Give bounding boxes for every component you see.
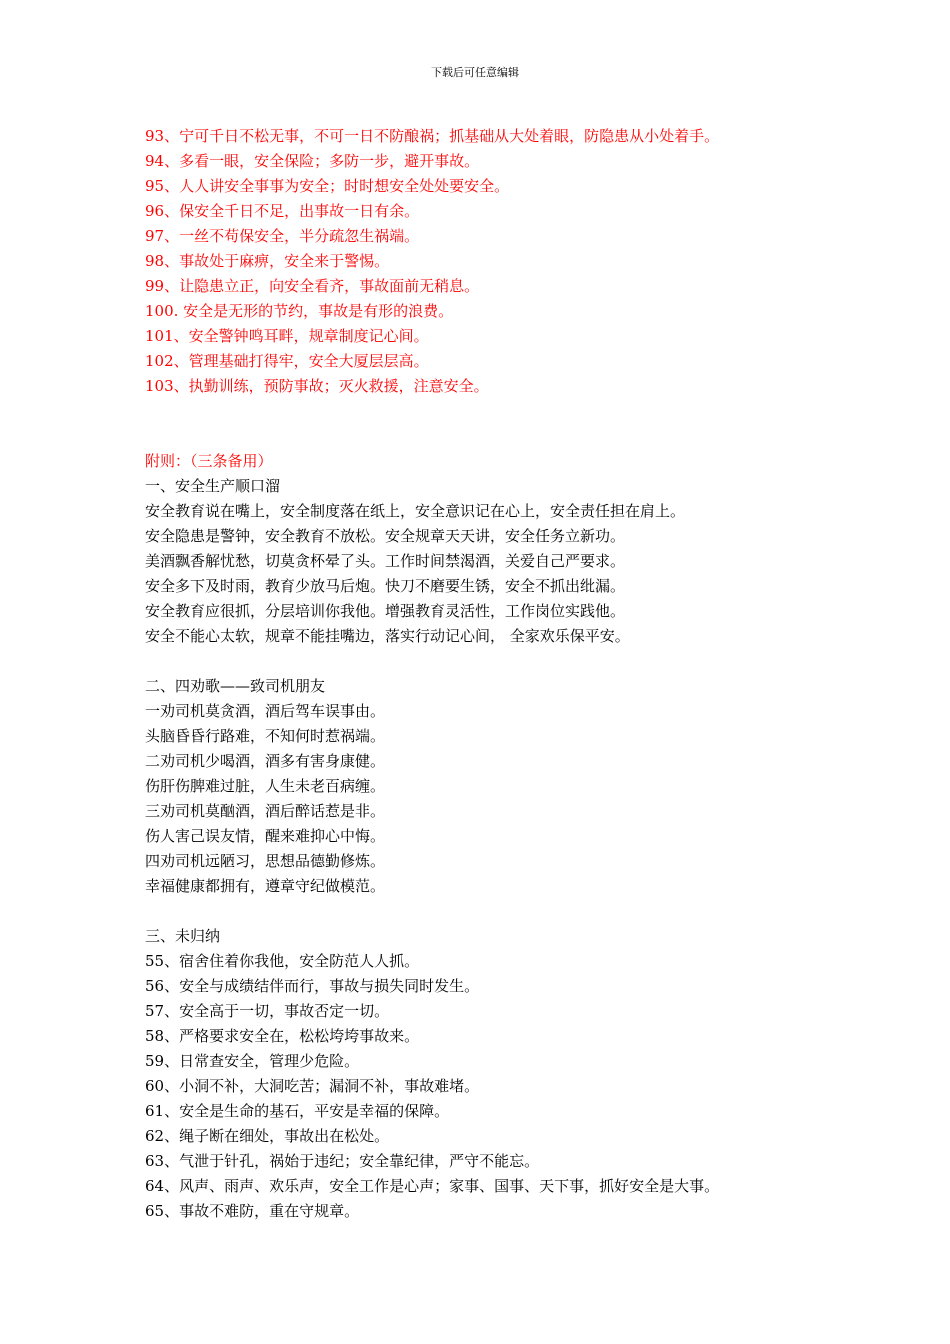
list-item: 头脑昏昏行路难，不知何时惹祸端。 [145, 727, 386, 745]
section-title: 一、安全生产顺口溜 [145, 477, 281, 495]
list-item: 62、绳子断在细处，事故出在松处。 [145, 1127, 390, 1145]
list-item: 56、安全与成绩结伴而行，事故与损失同时发生。 [145, 977, 480, 995]
document-body [145, 124, 825, 1224]
list-item: 安全教育说在嘴上，安全制度落在纸上，安全意识记在心上，安全责任担在肩上。 [145, 502, 686, 520]
section-safety-rhymes [145, 474, 825, 649]
section-uncategorized [145, 924, 825, 1224]
red-slogan-list [145, 124, 825, 399]
section-four-advice-song [145, 674, 825, 899]
page-header: 下载后可任意编辑 [431, 66, 519, 79]
list-item: 三劝司机莫酗酒，酒后醉话惹是非。 [145, 802, 386, 820]
list-item: 65、事故不难防，重在守规章。 [145, 1202, 360, 1220]
list-item: 57、安全高于一切，事故否定一切。 [145, 1002, 390, 1020]
list-item: 二劝司机少喝酒，酒多有害身康健。 [145, 752, 386, 770]
list-item: 安全教育应很抓，分层培训你我他。增强教育灵活性，工作岗位实践他。 [145, 602, 626, 620]
section-title: 三、未归纳 [145, 927, 221, 945]
list-item: 四劝司机远陋习，思想品德勤修炼。 [145, 852, 386, 870]
list-item: 102、管理基础打得牢，安全大厦层层高。 [145, 352, 429, 370]
spacer [145, 649, 825, 674]
list-item: 103、执勤训练，预防事故；灭火救援，注意安全。 [145, 377, 489, 395]
list-item: 101、安全警钟鸣耳畔，规章制度记心间。 [145, 327, 429, 345]
spacer [145, 899, 825, 924]
list-item: 100. 安全是无形的节约，事故是有形的浪费。 [145, 302, 454, 320]
list-item: 59、日常查安全，管理少危险。 [145, 1052, 360, 1070]
list-item: 93、宁可千日不松无事，不可一日不防酿祸；抓基础从大处着眼，防隐患从小处着手。 [145, 127, 720, 145]
list-item: 60、小洞不补，大洞吃苦；漏洞不补，事故难堵。 [145, 1077, 480, 1095]
list-item: 一劝司机莫贪酒，酒后驾车误事由。 [145, 702, 386, 720]
list-item: 99、让隐患立正，向安全看齐，事故面前无稍息。 [145, 277, 480, 295]
list-item: 95、人人讲安全事事为安全；时时想安全处处要安全。 [145, 177, 510, 195]
spacer [145, 399, 825, 449]
list-item: 97、一丝不苟保安全，半分疏忽生祸端。 [145, 227, 420, 245]
list-item: 伤肝伤脾难过脏，人生未老百病缠。 [145, 777, 386, 795]
list-item: 55、宿舍住着你我他，安全防范人人抓。 [145, 952, 420, 970]
section-title: 二、四劝歌——致司机朋友 [145, 677, 326, 695]
list-item: 伤人害己误友情，醒来难抑心中悔。 [145, 827, 386, 845]
list-item: 94、多看一眼，安全保险；多防一步，避开事故。 [145, 152, 480, 170]
list-item: 63、气泄于针孔，祸始于违纪；安全靠纪律，严守不能忘。 [145, 1152, 540, 1170]
list-item: 98、事故处于麻痹，安全来于警惕。 [145, 252, 390, 270]
list-item: 61、安全是生命的基石，平安是幸福的保障。 [145, 1102, 450, 1120]
list-item: 96、保安全千日不足，出事故一日有余。 [145, 202, 420, 220]
list-item: 安全隐患是警钟，安全教育不放松。安全规章天天讲，安全任务立新功。 [145, 527, 626, 545]
appendix-title: 附则：（三条备用） [145, 452, 273, 470]
list-item: 64、风声、雨声、欢乐声，安全工作是心声；家事、国事、天下事，抓好安全是大事。 [145, 1177, 720, 1195]
list-item: 安全多下及时雨，教育少放马后炮。快刀不磨要生锈，安全不抓出纰漏。 [145, 577, 626, 595]
list-item: 安全不能心太软，规章不能挂嘴边，落实行动记心间， 全家欢乐保平安。 [145, 627, 630, 645]
list-item: 58、严格要求安全在，松松垮垮事故来。 [145, 1027, 420, 1045]
list-item: 美酒飘香解忧愁，切莫贪杯晕了头。工作时间禁渴酒，关爱自己严要求。 [145, 552, 626, 570]
list-item: 幸福健康都拥有，遵章守纪做模范。 [145, 877, 386, 895]
